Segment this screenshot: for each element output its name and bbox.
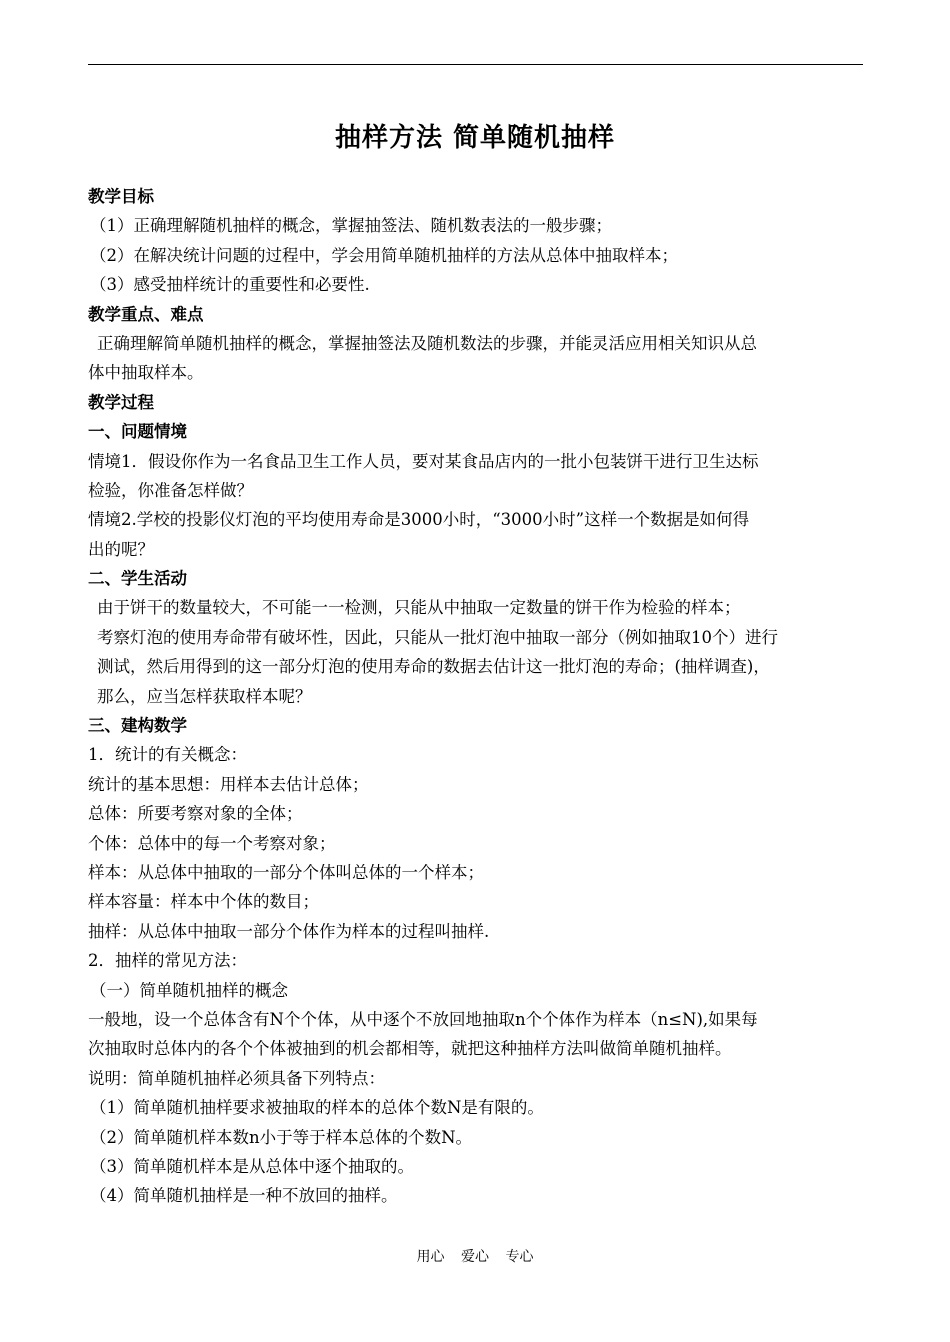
paragraph-line: （一）简单随机抽样的概念 — [90, 980, 288, 1000]
paragraph-line: 考察灯泡的使用寿命带有破坏性，因此，只能从一批灯泡中抽取一部分（例如抽取10个）进行 — [97, 627, 778, 647]
section-heading: 教学过程 — [88, 392, 154, 412]
section-heading: 教学目标 — [88, 187, 154, 206]
page-footer — [0, 1245, 950, 1269]
paragraph-line: （2）在解决统计问题的过程中，学会用简单随机抽样的方法从总体中抽取样本； — [90, 245, 678, 265]
paragraph-line: 由于饼干的数量较大，不可能一一检测，只能从中抽取一定数量的饼干作为检验的样本； — [97, 598, 741, 618]
paragraph-line: （4）简单随机抽样是一种不放回的抽样。 — [90, 1186, 398, 1206]
page-title: 抽样方法 简单随机抽样 — [334, 123, 616, 153]
section-heading: 二、学生活动 — [88, 569, 187, 589]
paragraph-line: 样本容量：样本中个体的数目； — [88, 892, 319, 912]
paragraph-line: 次抽取时总体内的各个个体被抽到的机会都相等，就把这种抽样方法叫做简单随机抽样。 — [88, 1039, 732, 1059]
section-heading: 一、问题情境 — [88, 422, 187, 442]
paragraph-line: 抽样：从总体中抽取一部分个体作为样本的过程叫抽样. — [88, 921, 490, 941]
paragraph-line: 体中抽取样本。 — [88, 363, 204, 383]
paragraph-line: 情境1．假设你作为一名食品卫生工作人员，要对某食品店内的一批小包装饼干进行卫生达标 — [88, 451, 759, 471]
paragraph-line: 说明：简单随机抽样必须具备下列特点： — [88, 1068, 385, 1088]
paragraph-line: 个体：总体中的每一个考察对象； — [88, 833, 336, 853]
paragraph-line: 统计的基本思想：用样本去估计总体； — [88, 774, 369, 794]
footer-text-2: 爱心 — [461, 1249, 489, 1265]
paragraph-line: 检验，你准备怎样做？ — [88, 480, 253, 500]
paragraph-line: （2）简单随机样本数n小于等于样本总体的个数N。 — [90, 1127, 473, 1147]
paragraph-line: 2．抽样的常见方法： — [88, 951, 247, 971]
footer-text-1: 用心 — [416, 1249, 445, 1265]
paragraph-line: （1）正确理解随机抽样的概念，掌握抽签法、随机数表法的一般步骤； — [90, 216, 612, 236]
section-heading: 三、建构数学 — [88, 716, 187, 736]
paragraph-line: （3）感受抽样统计的重要性和必要性. — [90, 275, 370, 295]
paragraph-line: 样本：从总体中抽取的一部分个体叫总体的一个样本； — [88, 862, 484, 882]
footer-text-3: 专心 — [505, 1249, 534, 1265]
paragraph-line: （1）简单随机抽样要求被抽取的样本的总体个数N是有限的。 — [90, 1098, 544, 1118]
paragraph-line: 出的呢？ — [88, 539, 154, 559]
paragraph-line: 正确理解简单随机抽样的概念，掌握抽签法及随机数法的步骤，并能灵活应用相关知识从总 — [97, 333, 757, 353]
paragraph-line: 1．统计的有关概念： — [88, 745, 247, 765]
paragraph-line: 总体：所要考察对象的全体； — [88, 804, 303, 824]
section-heading: 教学重点、难点 — [88, 304, 204, 324]
paragraph-line: 那么，应当怎样获取样本呢？ — [97, 686, 312, 706]
header-rule — [88, 64, 863, 65]
paragraph-line: 测试，然后用得到的这一部分灯泡的使用寿命的数据去估计这一批灯泡的寿命；(抽样调查)， — [97, 657, 770, 677]
paragraph-line: （3）简单随机样本是从总体中逐个抽取的。 — [90, 1156, 414, 1176]
paragraph-line: 一般地，设一个总体含有N个个体，从中逐个不放回地抽取n个个体作为样本（n≤N),如果每 — [88, 1009, 758, 1029]
document-body — [88, 182, 874, 1211]
paragraph-line: 情境2.学校的投影仪灯泡的平均使用寿命是3000小时，“3000小时”这样一个数据是如何得 — [88, 510, 750, 530]
